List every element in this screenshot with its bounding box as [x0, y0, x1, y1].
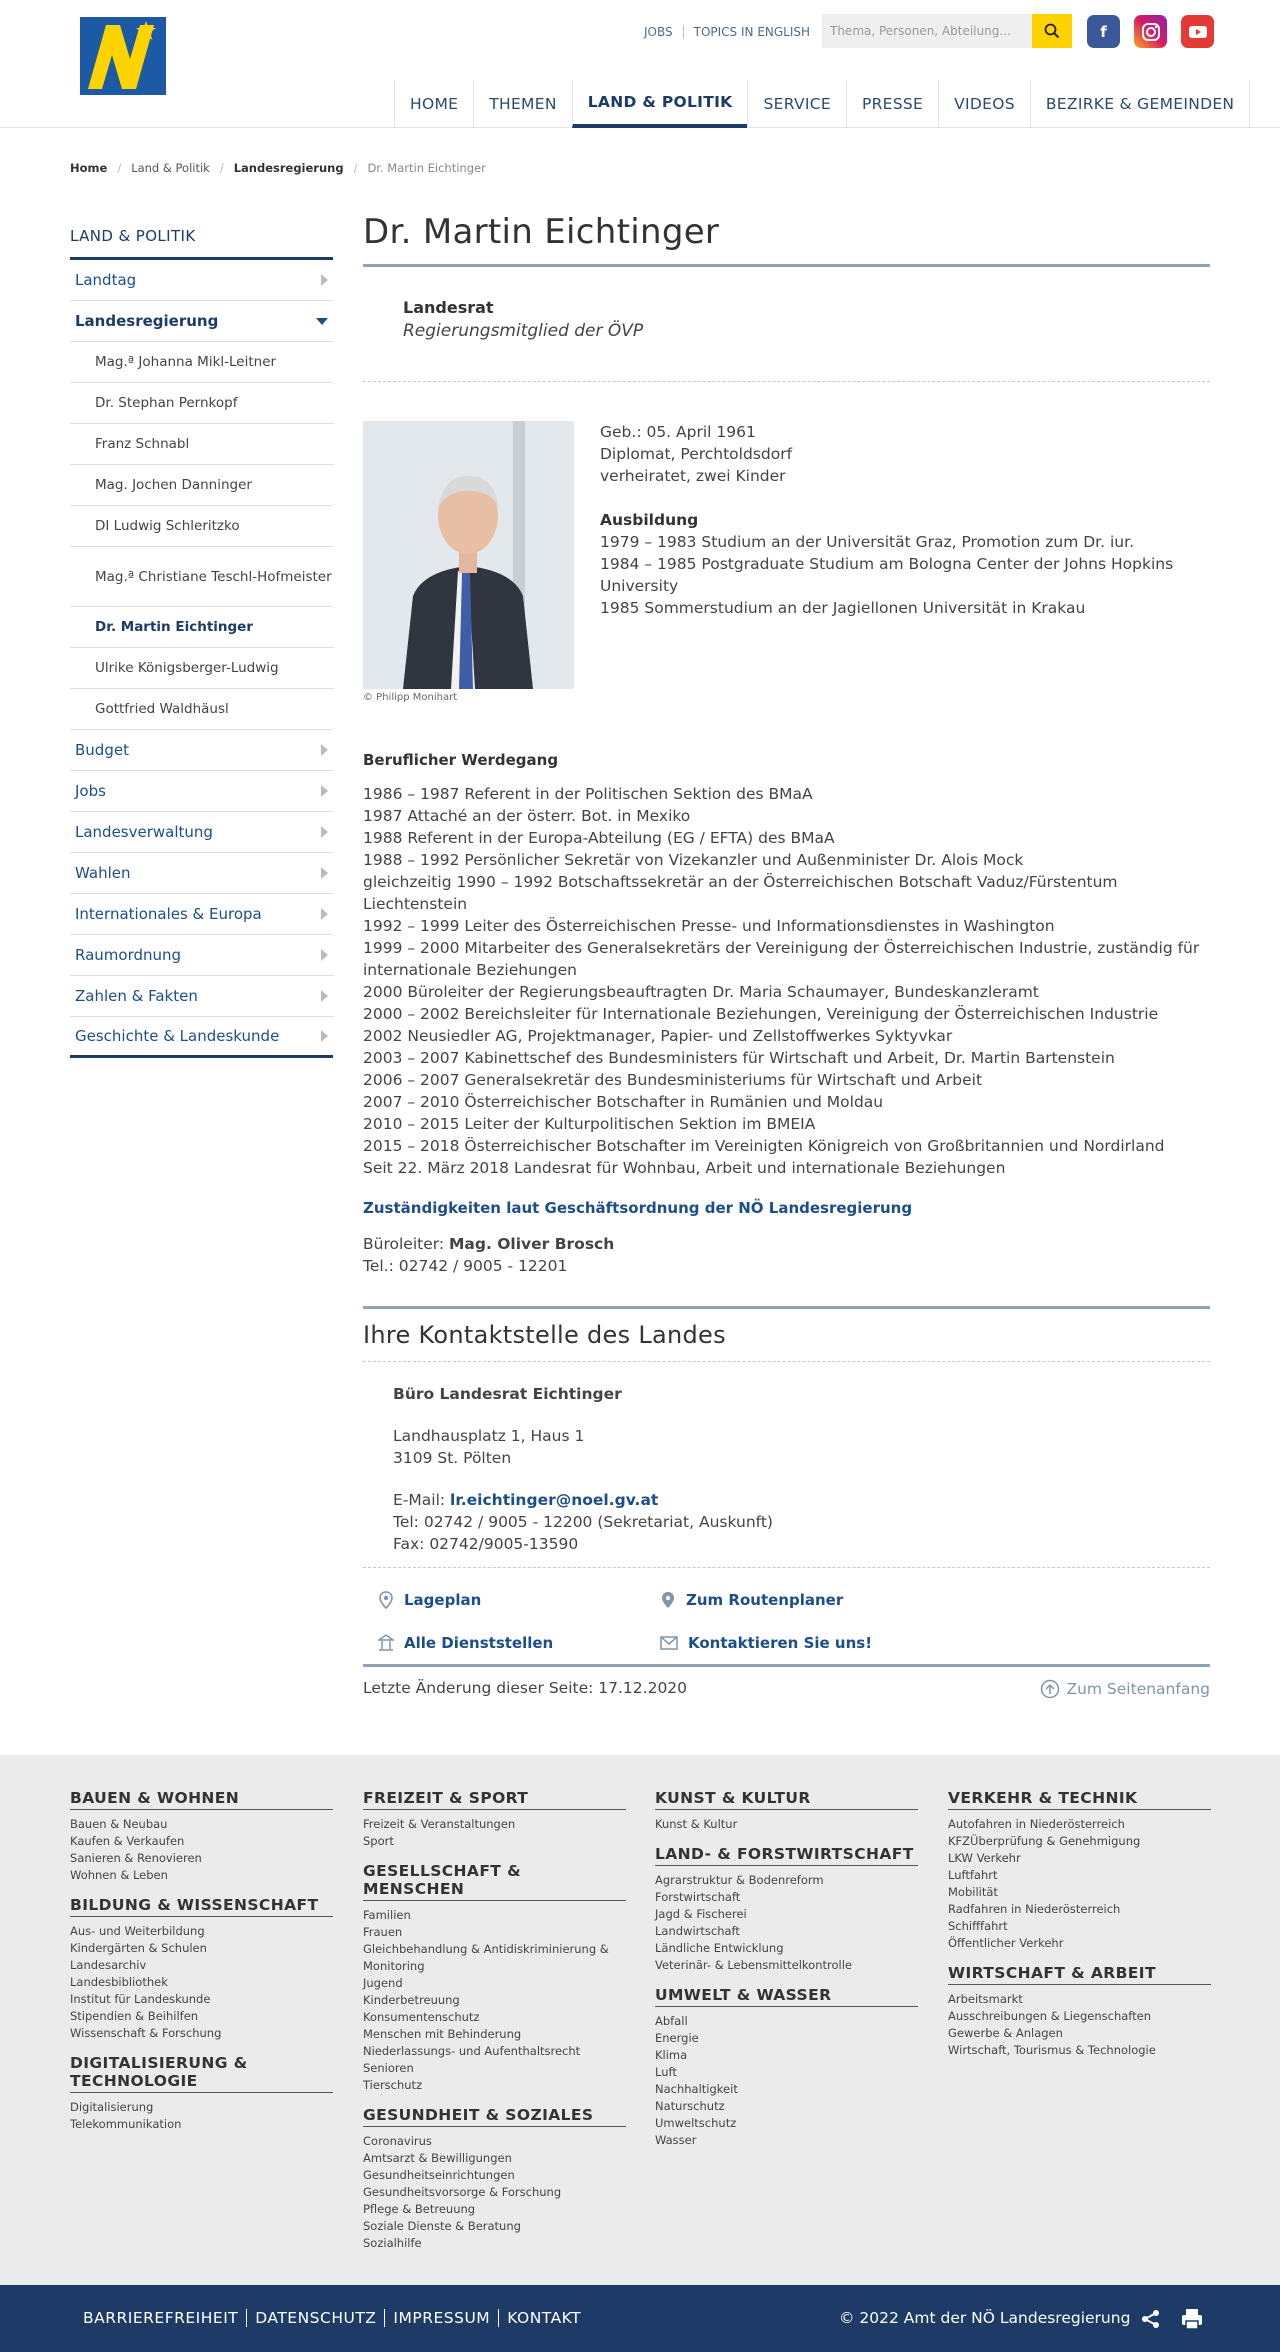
- chevron-right-icon: [321, 274, 328, 286]
- footer-link[interactable]: Naturschutz: [655, 2099, 725, 2113]
- career-line: 2003 – 2007 Kabinettschef des Bundesministers für Wirtschaft und Arbeit, Dr. Martin Bartenstein: [363, 1049, 1115, 1067]
- career-title: Beruflicher Werdegang: [363, 751, 559, 769]
- nav-videos[interactable]: VIDEOS: [938, 80, 1030, 128]
- footer-link[interactable]: Wasser: [655, 2133, 697, 2147]
- footer-heading[interactable]: DIGITALISIERUNG & TECHNOLOGIE: [70, 2054, 333, 2093]
- footer-heading[interactable]: KUNST & KULTUR: [655, 1789, 918, 1810]
- contact-links: [363, 1568, 1210, 1667]
- building-icon: [378, 1634, 394, 1652]
- career-line: 2010 – 2015 Leiter der Kulturpolitischen Sektion im BMEIA: [363, 1115, 816, 1133]
- instagram-icon[interactable]: [1134, 15, 1167, 48]
- datenschutz-link[interactable]: DATENSCHUTZ: [246, 2309, 384, 2327]
- dienststellen-link[interactable]: Alle Dienststellen: [378, 1621, 660, 1664]
- footer-link[interactable]: Arbeitsmarkt: [948, 1992, 1023, 2006]
- footer-column: [948, 1789, 1211, 2059]
- footer-link[interactable]: Luft: [655, 2065, 677, 2079]
- footer-link[interactable]: Ausschreibungen & Liegenschaften: [948, 2009, 1152, 2023]
- footer-link[interactable]: KFZÜberprüfung & Genehmigung: [948, 1834, 1141, 1848]
- footer-link[interactable]: Ländliche Entwicklung: [655, 1941, 784, 1955]
- footer-link[interactable]: Nachhaltigkeit: [655, 2082, 738, 2096]
- footer-link[interactable]: Öffentlicher Verkehr: [948, 1936, 1064, 1950]
- footer-link[interactable]: Soziale Dienste & Beratung: [363, 2219, 521, 2233]
- footer-link[interactable]: Freizeit & Veranstaltungen: [363, 1817, 516, 1831]
- barrierefreiheit-link[interactable]: BARRIEREFREIHEIT: [83, 2309, 239, 2327]
- footer-link[interactable]: Wirtschaft, Tourismus & Technologie: [948, 2043, 1156, 2057]
- chevron-right-icon: [321, 867, 328, 879]
- youtube-glyph-icon: [1188, 24, 1208, 40]
- footer-link[interactable]: Klima: [655, 2048, 688, 2062]
- portrait-photo: [363, 421, 574, 689]
- office-tel: Tel.: 02742 / 9005 - 12201: [363, 1257, 568, 1275]
- footer-link[interactable]: Umweltschutz: [655, 2116, 737, 2130]
- footer-link[interactable]: Pflege & Betreuung: [363, 2202, 476, 2216]
- career-line: 1987 Attaché an der österr. Bot. in Mexiko: [363, 807, 691, 825]
- sidebar: [70, 227, 333, 1058]
- footer-link[interactable]: Niederlassungs- und Aufenthaltsrecht: [363, 2044, 581, 2058]
- education-title: Ausbildung: [600, 511, 699, 529]
- footer-link[interactable]: Stipendien & Beihilfen: [70, 2009, 199, 2023]
- to-top-link[interactable]: Zum Seitenanfang: [1040, 1679, 1210, 1699]
- footer-column: [363, 1789, 626, 2252]
- footer-link[interactable]: Kinderbetreuung: [363, 1993, 460, 2007]
- jobs-link[interactable]: JOBS: [644, 25, 673, 39]
- sidebar-item-geschichte[interactable]: Geschichte & Landeskunde: [70, 1017, 333, 1058]
- footer-link[interactable]: Telekommunikation: [70, 2117, 182, 2131]
- footer-heading[interactable]: LAND- & FORSTWIRTSCHAFT: [655, 1845, 918, 1866]
- career-line: 1992 – 1999 Leiter des Österreichischen Presse- und Informationsdienstes in Washington: [363, 917, 1055, 935]
- routenplaner-link[interactable]: Zum Routenplaner: [660, 1578, 942, 1621]
- footer-link[interactable]: Bauen & Neubau: [70, 1817, 168, 1831]
- footer-link[interactable]: Sanieren & Renovieren: [70, 1851, 202, 1865]
- career-line: 1986 – 1987 Referent in der Politischen Sektion des BMaA: [363, 785, 813, 803]
- chevron-right-icon: [321, 1030, 328, 1042]
- sidebar-item-landesregierung[interactable]: Landesregierung: [70, 301, 333, 342]
- career-line: 2002 Neusiedler AG, Projektmanager, Papier- und Zellstoffwerkes Syktyvkar: [363, 1027, 953, 1045]
- facebook-icon[interactable]: f: [1087, 15, 1120, 48]
- print-icon[interactable]: [1180, 2307, 1204, 2331]
- top-links: [634, 25, 820, 39]
- personal-facts: [600, 421, 1210, 703]
- nav-presse[interactable]: PRESSE: [846, 80, 938, 128]
- footer-link[interactable]: Jagd & Fischerei: [655, 1907, 747, 1921]
- sidebar-item-budget[interactable]: Budget: [70, 730, 333, 771]
- photo-credit: © Philipp Monihart: [363, 692, 458, 703]
- footer-link[interactable]: Kaufen & Verkaufen: [70, 1834, 185, 1848]
- nav-land-politik[interactable]: LAND & POLITIK: [572, 80, 748, 128]
- sidebar-subitem[interactable]: Franz Schnabl: [70, 424, 333, 465]
- footer-link[interactable]: Radfahren in Niederösterreich: [948, 1902, 1121, 1916]
- footer-link[interactable]: Veterinär- & Lebensmittelkontrolle: [655, 1958, 852, 1972]
- footer-column: [655, 1789, 918, 2149]
- chevron-right-icon: [321, 990, 328, 1002]
- crumb-current: Dr. Martin Eichtinger: [367, 161, 486, 175]
- sidebar-item-internationales[interactable]: Internationales & Europa: [70, 894, 333, 935]
- footer-link[interactable]: Frauen: [363, 1925, 403, 1939]
- footer-link[interactable]: Jugend: [363, 1976, 403, 1990]
- footer-heading[interactable]: BILDUNG & WISSENSCHAFT: [70, 1896, 333, 1917]
- career-list: [363, 783, 1210, 1179]
- footer-heading[interactable]: GESELLSCHAFT & MENSCHEN: [363, 1862, 626, 1901]
- footer-heading[interactable]: UMWELT & WASSER: [655, 1986, 918, 2007]
- footer-link[interactable]: Schifffahrt: [948, 1919, 1008, 1933]
- share-icon[interactable]: [1141, 2309, 1161, 2329]
- page-title: Dr. Martin Eichtinger: [363, 212, 1210, 267]
- sidebar-item-zahlen[interactable]: Zahlen & Fakten: [70, 976, 333, 1017]
- site-footer: [0, 1755, 1280, 2285]
- sidebar-title: LAND & POLITIK: [70, 227, 333, 260]
- crumb-landesregierung[interactable]: Landesregierung: [233, 161, 344, 175]
- education-line: 1985 Sommerstudium an der Jagiellonen Universität in Krakau: [600, 599, 1086, 617]
- fact-line: verheiratet, zwei Kinder: [600, 467, 786, 485]
- footer-link[interactable]: LKW Verkehr: [948, 1851, 1021, 1865]
- footer-link[interactable]: Gesundheitseinrichtungen: [363, 2168, 515, 2182]
- role-party: Regierungsmitglied der ÖVP: [403, 321, 644, 341]
- fact-line: Geb.: 05. April 1961: [600, 423, 756, 441]
- sidebar-subitem[interactable]: Ulrike Königsberger-Ludwig: [70, 648, 333, 689]
- nav-themen[interactable]: THEMEN: [473, 80, 571, 128]
- footer-link[interactable]: Kindergärten & Schulen: [70, 1941, 207, 1955]
- footer-link[interactable]: Wissenschaft & Forschung: [70, 2026, 222, 2040]
- kontakt-footer-link[interactable]: KONTAKT: [498, 2309, 589, 2327]
- footer-link[interactable]: Luftfahrt: [948, 1868, 998, 1882]
- chevron-right-icon: [321, 785, 328, 797]
- footer-heading[interactable]: GESUNDHEIT & SOZIALES: [363, 2106, 626, 2127]
- footer-link[interactable]: Wohnen & Leben: [70, 1868, 168, 1882]
- footer-link[interactable]: Autofahren in Niederösterreich: [948, 1817, 1125, 1831]
- career-line: 1988 Referent in der Europa-Abteilung (EG / EFTA) des BMaA: [363, 829, 835, 847]
- chevron-down-icon: [316, 318, 328, 325]
- sidebar-subitem[interactable]: Dr. Stephan Pernkopf: [70, 383, 333, 424]
- sidebar-subitem[interactable]: Gottfried Waldhäusl: [70, 689, 333, 730]
- arrow-up-icon: [1040, 1679, 1060, 1699]
- chevron-right-icon: [321, 826, 328, 838]
- page-meta: [363, 1679, 1210, 1699]
- office-label: Büroleiter:: [363, 1235, 449, 1253]
- career-line: Seit 22. März 2018 Landesrat für Wohnbau, Arbeit und internationale Beziehungen: [363, 1159, 1006, 1177]
- email-label: E-Mail:: [393, 1491, 451, 1509]
- map-pin-icon: [378, 1591, 394, 1609]
- chevron-right-icon: [321, 908, 328, 920]
- kontakt-link[interactable]: Kontaktieren Sie uns!: [660, 1621, 942, 1664]
- sidebar-item-wahlen[interactable]: Wahlen: [70, 853, 333, 894]
- footer-link[interactable]: Kunst & Kultur: [655, 1817, 738, 1831]
- footer-link[interactable]: Landwirtschaft: [655, 1924, 740, 1938]
- role-title: Landesrat: [403, 298, 494, 317]
- instagram-glyph-icon: [1141, 22, 1161, 42]
- chevron-right-icon: [321, 744, 328, 756]
- sidebar-item-raumordnung[interactable]: Raumordnung: [70, 935, 333, 976]
- contact-city: 3109 St. Pölten: [393, 1449, 512, 1467]
- footer-link[interactable]: Familien: [363, 1908, 411, 1922]
- sidebar-subitem[interactable]: Mag. Jochen Danninger: [70, 465, 333, 506]
- fact-line: Diplomat, Perchtoldsdorf: [600, 445, 793, 463]
- sidebar-item-landesverwaltung[interactable]: Landesverwaltung: [70, 812, 333, 853]
- footer-link[interactable]: Aus- und Weiterbildung: [70, 1924, 205, 1938]
- footer-link[interactable]: Menschen mit Behinderung: [363, 2027, 522, 2041]
- mail-icon: [660, 1636, 678, 1650]
- career-line: 2007 – 2010 Österreichischer Botschafter in Rumänien und Moldau: [363, 1093, 884, 1111]
- footer-link[interactable]: Landesbibliothek: [70, 1975, 168, 1989]
- career-line: 2006 – 2007 Generalsekretär des Bundesministeriums für Wirtschaft und Arbeit: [363, 1071, 983, 1089]
- career-line: gleichzeitig 1990 – 1992 Botschaftssekretär an der Österreichischen Botschaft Vaduz/Fürstentum Liechtenstein: [363, 873, 1118, 913]
- footer-link[interactable]: Institut für Landeskunde: [70, 1992, 211, 2006]
- copyright: © 2022 Amt der NÖ Landesregierung: [839, 2309, 1131, 2327]
- sidebar-item-landtag[interactable]: Landtag: [70, 260, 333, 301]
- office-info: [363, 1233, 1210, 1277]
- bottom-bar: [0, 2285, 1280, 2352]
- contact-fax: Fax: 02742/9005-13590: [393, 1535, 579, 1553]
- contact-section: [363, 1306, 1210, 1667]
- footer-link[interactable]: Gesundheitsvorsorge & Forschung: [363, 2185, 562, 2199]
- footer-link[interactable]: Konsumentenschutz: [363, 2010, 480, 2024]
- bottom-links: [75, 2309, 589, 2327]
- footer-link[interactable]: Sozialhilfe: [363, 2236, 422, 2250]
- footer-column: [70, 1789, 333, 2133]
- sidebar-subitem[interactable]: Mag.ª Christiane Teschl-Hofmeister: [70, 547, 333, 607]
- main-nav: [394, 80, 1250, 128]
- lageplan-link[interactable]: Lageplan: [378, 1578, 660, 1621]
- topics-english-link[interactable]: TOPICS IN ENGLISH: [683, 25, 820, 39]
- footer-link[interactable]: Tierschutz: [363, 2078, 423, 2092]
- footer-link[interactable]: Digitalisierung: [70, 2100, 154, 2114]
- footer-heading[interactable]: WIRTSCHAFT & ARBEIT: [948, 1964, 1211, 1985]
- impressum-link[interactable]: IMPRESSUM: [384, 2309, 498, 2327]
- contact-name: Büro Landesrat Eichtinger: [393, 1385, 622, 1403]
- sidebar-item-jobs[interactable]: Jobs: [70, 771, 333, 812]
- footer-heading[interactable]: VERKEHR & TECHNIK: [948, 1789, 1211, 1810]
- nav-service[interactable]: SERVICE: [747, 80, 845, 128]
- chevron-right-icon: [321, 949, 328, 961]
- footer-link[interactable]: Senioren: [363, 2061, 414, 2075]
- noe-logo-icon[interactable]: [80, 17, 166, 95]
- site-header: [0, 0, 1280, 128]
- footer-link[interactable]: Gewerbe & Anlagen: [948, 2026, 1063, 2040]
- footer-link[interactable]: Mobilität: [948, 1885, 998, 1899]
- contact-tel: Tel: 02742 / 9005 - 12200 (Sekretariat, Auskunft): [393, 1513, 773, 1531]
- search-icon: [1044, 23, 1060, 39]
- career-line: 2000 – 2002 Bereichsleiter für Internationale Beziehungen, Vereinigung der Österreichischen Industrie: [363, 1005, 1159, 1023]
- sidebar-subitem-current[interactable]: Dr. Martin Eichtinger: [70, 607, 333, 648]
- role-box: [363, 267, 1210, 382]
- footer-link[interactable]: Abfall: [655, 2014, 688, 2028]
- education-line: 1979 – 1983 Studium an der Universität Graz, Promotion zum Dr. iur.: [600, 533, 1134, 551]
- career-line: 1999 – 2000 Mitarbeiter des Generalsekretärs der Vereinigung der Österreichischen Industrie, zuständig für internationale Beziehungen: [363, 939, 1200, 979]
- main-content: [363, 212, 1210, 1277]
- contact-title: Ihre Kontaktstelle des Landes: [363, 1309, 1210, 1362]
- youtube-icon[interactable]: [1181, 15, 1214, 48]
- sidebar-subitem[interactable]: DI Ludwig Schleritzko: [70, 506, 333, 547]
- career-line: 2015 – 2018 Österreichischer Botschafter im Vereinigten Königreich von Großbritannien und Nordirland: [363, 1137, 1165, 1155]
- crumb-land-politik[interactable]: Land & Politik: [131, 161, 210, 175]
- footer-heading[interactable]: FREIZEIT & SPORT: [363, 1789, 626, 1810]
- email-link[interactable]: lr.eichtinger@noel.gv.at: [450, 1491, 659, 1509]
- education-line: 1984 – 1985 Postgraduate Studium am Bologna Center der Johns Hopkins University: [600, 555, 1174, 595]
- footer-link[interactable]: Agrarstruktur & Bodenreform: [655, 1873, 824, 1887]
- bio-section: [363, 421, 1210, 703]
- contact-street: Landhausplatz 1, Haus 1: [393, 1427, 585, 1445]
- footer-link[interactable]: Coronavirus: [363, 2134, 432, 2148]
- career-line: 2000 Büroleiter der Regierungsbeauftragten Dr. Maria Schaumayer, Bundeskanzleramt: [363, 983, 1039, 1001]
- location-icon: [660, 1591, 676, 1609]
- contact-box: [363, 1362, 1210, 1568]
- nav-home[interactable]: HOME: [394, 80, 473, 128]
- footer-link[interactable]: Forstwirtschaft: [655, 1890, 741, 1904]
- crumb-home[interactable]: Home: [70, 161, 108, 175]
- competence-link[interactable]: Zuständigkeiten laut Geschäftsordnung der NÖ Landesregierung: [363, 1199, 913, 1217]
- search-input[interactable]: [822, 14, 1032, 48]
- footer-heading[interactable]: BAUEN & WOHNEN: [70, 1789, 333, 1810]
- career-line: 1988 – 1992 Persönlicher Sekretär von Vizekanzler und Außenminister Dr. Alois Mock: [363, 851, 1024, 869]
- search-button[interactable]: [1032, 14, 1072, 48]
- breadcrumb: Home / Land & Politik / Landesregierung / Dr. Martin Eichtinger: [70, 161, 486, 175]
- footer-link[interactable]: Amtsarzt & Bewilligungen: [363, 2151, 512, 2165]
- nav-bezirke[interactable]: BEZIRKE & GEMEINDEN: [1030, 80, 1250, 128]
- office-name: Mag. Oliver Brosch: [448, 1235, 615, 1253]
- sidebar-subitem[interactable]: Mag.ª Johanna Mikl-Leitner: [70, 342, 333, 383]
- portrait-figure-icon: [363, 421, 574, 689]
- footer-link[interactable]: Energie: [655, 2031, 699, 2045]
- footer-link[interactable]: Landesarchiv: [70, 1958, 147, 1972]
- footer-link[interactable]: Sport: [363, 1834, 394, 1848]
- last-change: Letzte Änderung dieser Seite: 17.12.2020: [363, 1679, 688, 1697]
- footer-link[interactable]: Gleichbehandlung & Antidiskriminierung & Monitoring: [363, 1942, 609, 1973]
